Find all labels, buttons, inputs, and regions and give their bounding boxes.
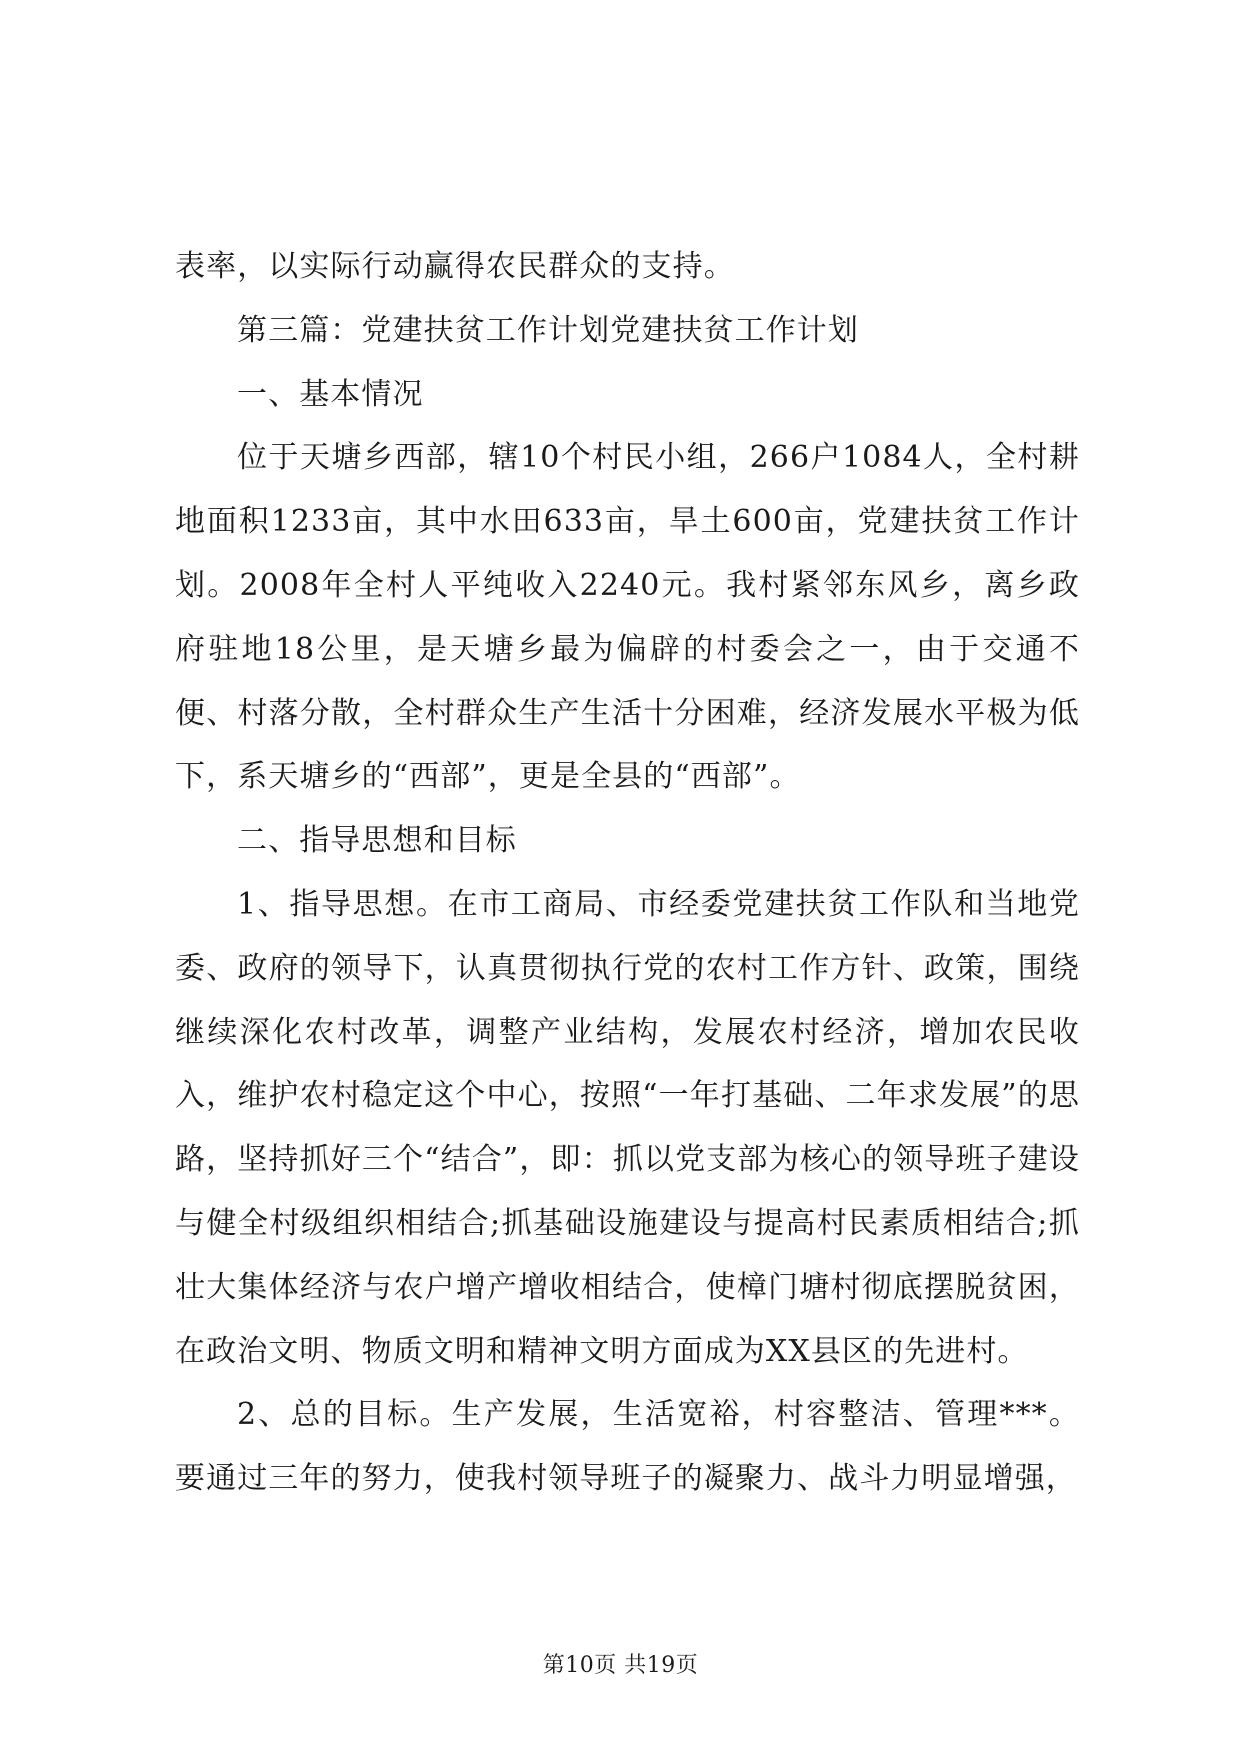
heading-guiding-thought: 二、指导思想和目标 [237,823,517,859]
section-title: 第三篇：党建扶贫工作计划党建扶贫工作计划 [237,312,859,348]
page-number-footer: 第10页 共19页 [542,1653,699,1678]
paragraph-guiding-thought: 1、指导思想。在市工商局、市经委党建扶贫工作队和当地党委、政府的领导下，认真贯彻执行党的农村工作方针、政策，围绕继续深化农村改革，调整产业结构，发展农村经济，增加农民收入，维护农村稳定这个中心，按照“一年打基础、二年求发展”的思路，坚持抓好三个“结合”，即：抓以党支部为核心的领导班子建设与健全村级组织相结合;抓基础设施建设与提高村民素质相结合;抓壮大集体经济与农户增产增收相结合，使樟门塘村彻底摆脱贫困，在政治文明、物质文明和精神文明方面成为XX县区的先进村。 [175,886,1080,1369]
paragraph-continuation: 表率，以实际行动赢得农民群众的支持。 [175,249,735,284]
paragraph-overall-goal: 2、总的目标。生产发展，生活宽裕，村容整洁、管理***。要通过三年的努力，使我村领导班子的凝聚力、战斗力明显增强， [175,1397,1080,1497]
document-body [175,235,1080,1511]
paragraph-basic-situation: 位于天塘乡西部，辖10个村民小组，266户1084人，全村耕地面积1233亩，其中水田633亩，旱土600亩，党建扶贫工作计划。2008年全村人平纯收入2240元。我村紧邻东风乡，离乡政府驻地18公里，是天塘乡最为偏辟的村委会之一，由于交通不便、村落分散，全村群众生产生活十分困难，经济发展水平极为低下，系天塘乡的“西部”，更是全县的“西部”。 [175,440,1080,795]
heading-basic-situation: 一、基本情况 [237,376,424,412]
